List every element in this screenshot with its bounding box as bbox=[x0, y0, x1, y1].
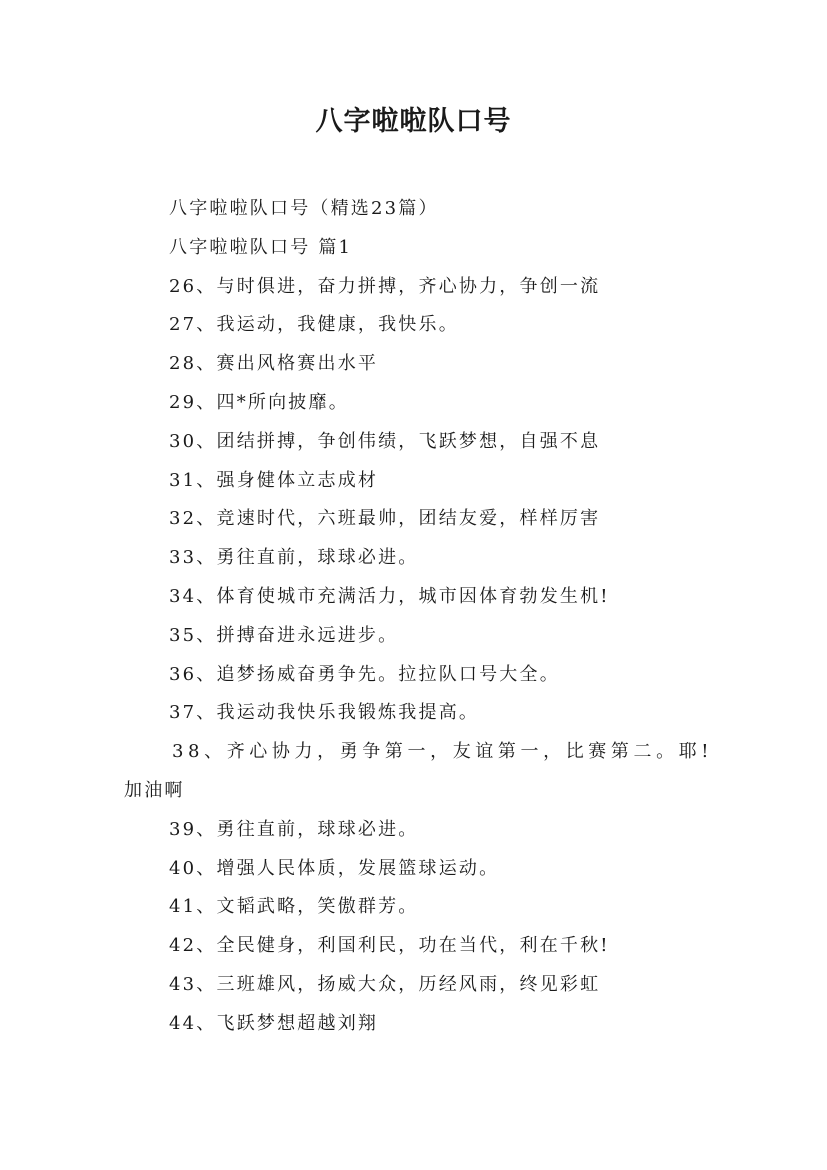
slogan-item: 39、勇往直前，球球必进。 bbox=[169, 818, 419, 840]
slogan-item: 40、增强人民体质，发展篮球运动。 bbox=[169, 857, 500, 879]
document-body bbox=[124, 190, 724, 1044]
slogan-item: 26、与时俱进，奋力拼搏，齐心协力，争创一流 bbox=[169, 275, 601, 297]
slogan-item: 35、拼搏奋进永远进步。 bbox=[169, 624, 399, 646]
slogan-item: 36、追梦扬威奋勇争先。拉拉队口号大全。 bbox=[169, 663, 560, 685]
slogan-item: 42、全民健身，利国利民，功在当代，利在千秋! bbox=[169, 935, 610, 957]
section-heading: 八字啦啦队口号 篇1 bbox=[169, 236, 353, 258]
slogan-item: 41、文韬武略，笑傲群芳。 bbox=[169, 896, 419, 918]
slogan-item-continuation: 加油啊 bbox=[124, 779, 185, 801]
slogan-item: 38、齐心协力，勇争第一，友谊第一，比赛第二。耶! bbox=[172, 741, 714, 763]
page-title: 八字啦啦队口号 bbox=[315, 106, 512, 137]
slogan-item: 30、团结拼搏，争创伟绩，飞跃梦想，自强不息 bbox=[169, 430, 601, 452]
slogan-item: 29、四*所向披靡。 bbox=[169, 391, 349, 413]
slogan-item: 32、竞速时代，六班最帅，团结友爱，样样厉害 bbox=[169, 508, 601, 530]
subtitle-line: 八字啦啦队口号（精选23篇） bbox=[169, 198, 439, 219]
slogan-item: 28、赛出风格赛出水平 bbox=[169, 353, 379, 375]
slogan-item: 37、我运动我快乐我锻炼我提高。 bbox=[169, 702, 480, 724]
slogan-item: 33、勇往直前，球球必进。 bbox=[169, 547, 419, 569]
slogan-item: 27、我运动，我健康，我快乐。 bbox=[169, 314, 459, 336]
slogan-item: 44、飞跃梦想超越刘翔 bbox=[169, 1012, 379, 1034]
slogan-item: 34、体育使城市充满活力，城市因体育勃发生机! bbox=[169, 585, 610, 607]
slogan-item: 31、强身健体立志成材 bbox=[169, 469, 379, 491]
slogan-item: 43、三班雄风，扬威大众，历经风雨，终见彩虹 bbox=[169, 973, 601, 995]
